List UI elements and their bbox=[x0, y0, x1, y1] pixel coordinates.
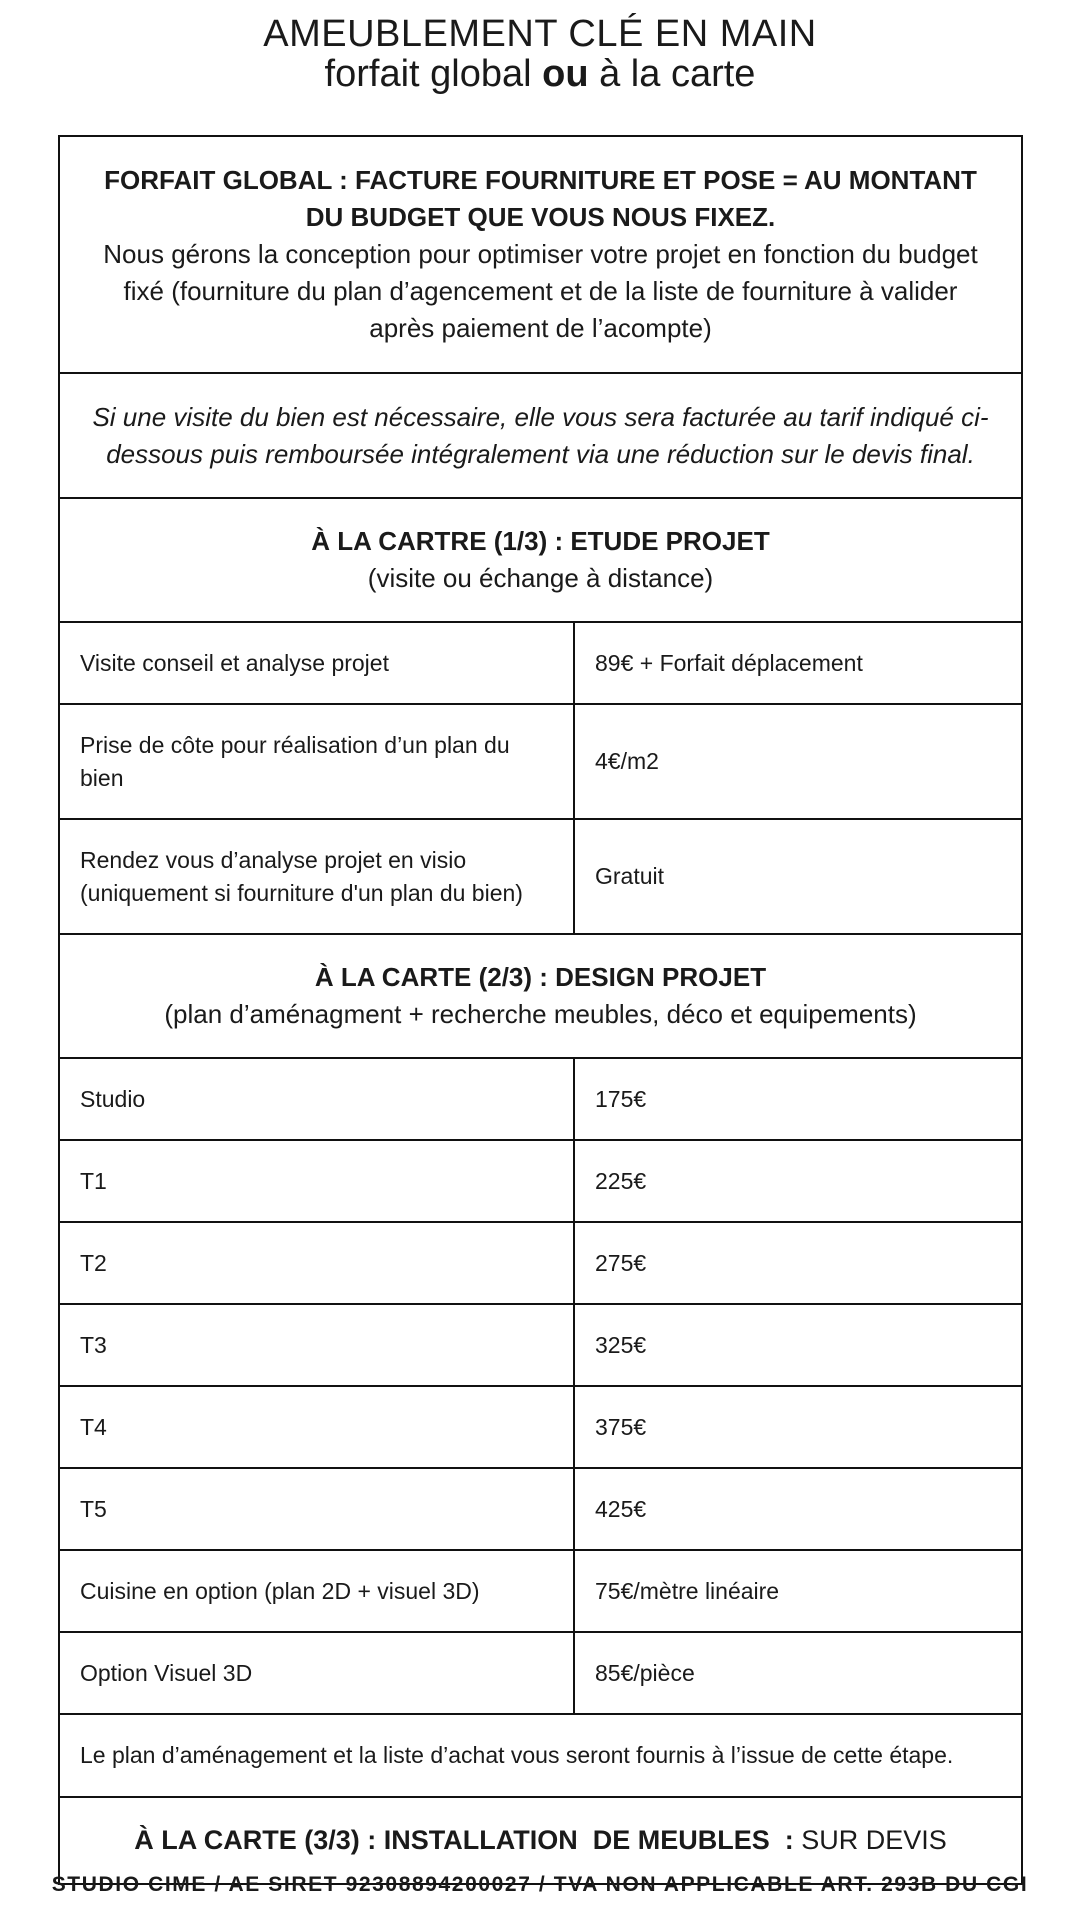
page-title: AMEUBLEMENT CLÉ EN MAIN bbox=[263, 13, 817, 55]
page-header bbox=[0, 14, 1080, 94]
table-row bbox=[60, 623, 1021, 705]
section2-note: Le plan d’aménagement et la liste d’achat vous seront fournis à l’issue de cette étape. bbox=[80, 1742, 954, 1768]
page-subtitle bbox=[0, 54, 1080, 94]
row-price: 425€ bbox=[595, 1495, 647, 1522]
global-offer-cell bbox=[60, 137, 1021, 372]
visit-note: Si une visite du bien est nécessaire, elle vous sera facturée au tarif indiqué ci-dessous puis remboursée intégralement via une réduction sur le devis final. bbox=[92, 401, 989, 469]
section1-header bbox=[60, 499, 1021, 621]
row-label: Studio bbox=[60, 1059, 575, 1139]
row-label: T2 bbox=[60, 1223, 575, 1303]
table-row bbox=[60, 705, 1021, 820]
table-row bbox=[60, 1469, 1021, 1551]
section2-header bbox=[60, 935, 1021, 1057]
table-row bbox=[60, 1387, 1021, 1469]
subtitle-part2: à la carte bbox=[588, 53, 756, 95]
row-label: Visite conseil et analyse projet bbox=[60, 623, 575, 703]
section1-subtitle: (visite ou échange à distance) bbox=[367, 563, 714, 593]
subtitle-part1: forfait global bbox=[324, 53, 543, 95]
row-price: 89€ + Forfait déplacement bbox=[595, 649, 863, 676]
visit-note-row bbox=[60, 374, 1021, 499]
row-price: 75€/mètre linéaire bbox=[595, 1577, 780, 1604]
row-label: Option Visuel 3D bbox=[60, 1633, 575, 1713]
row-price: 175€ bbox=[595, 1085, 647, 1112]
pricing-table bbox=[58, 135, 1023, 1885]
row-price: 375€ bbox=[595, 1413, 647, 1440]
row-label: T1 bbox=[60, 1141, 575, 1221]
row-price: 4€/m2 bbox=[595, 748, 659, 774]
section3-cell bbox=[60, 1798, 1021, 1883]
table-row bbox=[60, 1223, 1021, 1305]
global-offer-row bbox=[60, 137, 1021, 374]
section3-title-bold: À LA CARTE (3/3) : INSTALLATION DE MEUBLES : bbox=[134, 1825, 794, 1855]
global-offer-body: Nous gérons la conception pour optimiser votre projet en fonction du budget fixé (fourniture du plan d’agencement et de la liste de fourniture à valider après paiement de l’acompte) bbox=[103, 239, 978, 343]
row-price: 275€ bbox=[595, 1249, 647, 1276]
row-label: Cuisine en option (plan 2D + visuel 3D) bbox=[60, 1551, 575, 1631]
row-label: T5 bbox=[60, 1469, 575, 1549]
table-row bbox=[60, 1059, 1021, 1141]
section2-subtitle: (plan d’aménagment + recherche meubles, déco et equipements) bbox=[164, 999, 917, 1029]
row-label: T4 bbox=[60, 1387, 575, 1467]
section2-note-cell bbox=[60, 1715, 1021, 1796]
row-label: T3 bbox=[60, 1305, 575, 1385]
row-label: Rendez vous d’analyse projet en visio (uniquement si fourniture d'un plan du bien) bbox=[60, 820, 575, 933]
section3-title bbox=[134, 1822, 947, 1859]
row-price: 85€/pièce bbox=[595, 1659, 695, 1686]
subtitle-bold: ou bbox=[542, 53, 589, 95]
section2-header-row bbox=[60, 935, 1021, 1059]
section2-title: À LA CARTE (2/3) : DESIGN PROJET bbox=[314, 962, 767, 992]
section1-header-row bbox=[60, 499, 1021, 623]
row-label: Prise de côte pour réalisation d’un plan du bien bbox=[60, 705, 575, 818]
section3-title-rest: SUR DEVIS bbox=[793, 1825, 947, 1855]
section2-note-row bbox=[60, 1715, 1021, 1798]
table-row bbox=[60, 1141, 1021, 1223]
section1-title: À LA CARTRE (1/3) : ETUDE PROJET bbox=[311, 526, 770, 556]
section3-row bbox=[60, 1798, 1021, 1885]
row-price: 325€ bbox=[595, 1331, 647, 1358]
table-row bbox=[60, 1305, 1021, 1387]
table-row bbox=[60, 1551, 1021, 1633]
footer-legal: STUDIO CIME / AE SIRET 92308894200027 / TVA NON APPLICABLE ART. 293B DU CGI bbox=[51, 1873, 1029, 1896]
row-price: 225€ bbox=[595, 1167, 647, 1194]
global-offer-heading: FORFAIT GLOBAL : FACTURE FOURNITURE ET POSE = AU MONTANT DU BUDGET QUE VOUS NOUS FIXEZ. bbox=[104, 165, 977, 232]
table-row bbox=[60, 1633, 1021, 1715]
row-price: Gratuit bbox=[595, 863, 665, 889]
table-row bbox=[60, 820, 1021, 935]
